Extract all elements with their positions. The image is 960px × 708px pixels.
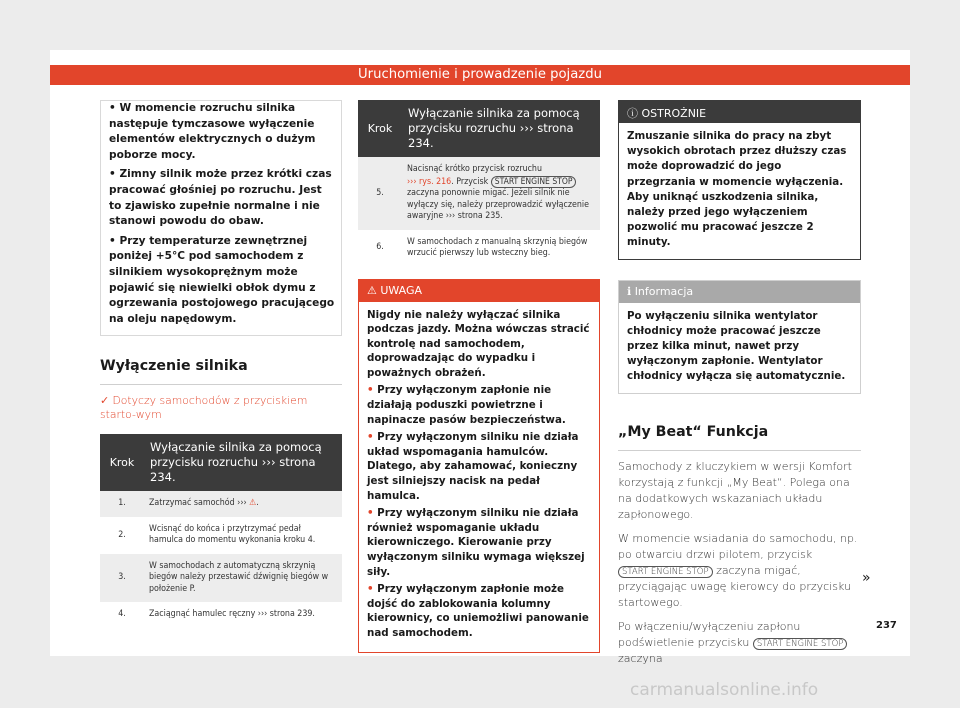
table-row: 4. Zaciągnąć hamulec ręczny ››› strona 239.: [118, 609, 315, 620]
info-box: ℹ Informacja Po wyłączeniu silnika wentylator chłodnicy może pracować jeszcze przez kilka minut, nawet przy wyłączonym zapłonie. Wentylator chłodnicy wyłącza się automatycznie.: [618, 280, 861, 394]
caution-box: ⓘ OSTROŻNIE Zmuszanie silnika do pracy na zbyt wysokich obrotach przez dłuższy czas może doprowadzić do jego przegrzania w momencie wyłączenia. Aby uniknąć uszkodzenia silnika, należy przed jego wyłączeniem pozwolić mu pracować jeszcze 2 minuty.: [618, 100, 861, 260]
table-row: 6. W samochodach z manualną skrzynią biegów wrzucić pierwszy lub wsteczny bieg.: [376, 236, 588, 258]
warning-icon: ⚠: [367, 283, 381, 297]
steps-table-continued: Krok Wyłączanie silnika za pomocą przycisku rozruchu ››› strona 234. 5. Nacisnąć krótko przycisk rozruchu ››› rys. 216. Przycisk START ENGINE STOP zaczyna ponownie migać. Jeżeli silnik nie wyłączy się, należy przeprowadzić wyłączenie awaryjne ››› strona 235. 6. W samochodach z manualną skrzynią biegów wrzucić pierwszy lub wsteczny bieg.: [358, 100, 600, 267]
warning-box: ⚠ UWAGA Nigdy nie należy wyłączać silnika podczas jazdy. Można wówczas stracić kontrolę nad samochodem, doprowadzając do wypadku i poważnych obrażeń. • Przy wyłączonym zapłonie nie działają poduszki powietrzne i napinacze pasów bezpieczeństwa. • Przy wyłączonym silniku nie działa układ wspomagania hamulców. Dlatego, aby zahamować, konieczny jest silniejszy nacisk na pedał hamulca. • Przy wyłączonym silniku nie działa również wspomaganie układu kierowniczego. Kierowanie przy wyłączonym silniku wymaga większej siły. • Przy wyłączonym zapłonie może dojść do zablokowania kolumny kierownicy, co uniemożliwi panowanie nad samochodem.: [358, 279, 600, 653]
page-header: Uruchomienie i prowadzenie pojazdu: [50, 65, 910, 85]
section-heading-mybeat: „My Beat“ Funkcja: [618, 424, 861, 451]
watermark: carmanualsonline.info: [630, 680, 819, 700]
paragraph: Samochody z kluczykiem w wersji Komfort korzystają z funkcji „My Beat“. Polega ona na dodatkowych wskazaniach układu zapłonowego.: [618, 459, 852, 521]
table-row: 2. Wcisnąć do końca i przytrzymać pedał hamulca do momentu wykonania kroku 4.: [118, 523, 316, 546]
start-engine-stop-key: START ENGINE STOP: [491, 176, 577, 188]
paragraph: W momencie wsiadania do samochodu, np. po otwarciu drzwi pilotem, przycisk START ENGINE STOP zaczyna migać, przyciągając uwagę kierowcy do przycisku startowego.: [618, 531, 858, 609]
column-1: [100, 100, 342, 628]
table-row: 1. Zatrzymać samochód ››› ⚠.: [100, 491, 342, 517]
bullet-box: [100, 100, 342, 336]
check-icon: ✓: [100, 394, 113, 408]
table-header-step: Krok: [100, 434, 144, 491]
applies-note: ✓ Dotyczy samochodów z przyciskiem starto-wym: [100, 394, 308, 422]
continue-icon: »: [862, 570, 871, 586]
caution-icon: ⓘ: [627, 107, 642, 120]
column-3: [618, 100, 861, 667]
steps-table: [100, 434, 342, 628]
table-row: 3. W samochodach z automatyczną skrzynią biegów należy przestawić dźwignię biegów w położenie P.: [100, 554, 342, 603]
column-2: [358, 100, 600, 653]
section-heading: Wyłączenie silnika: [100, 358, 342, 385]
paragraph: Po włączeniu/wyłączeniu zapłonu podświetlenie przycisku START ENGINE STOP zaczyna: [618, 619, 861, 667]
info-icon: ℹ: [627, 284, 635, 298]
table-header-title: Wyłączanie silnika za pomocą przycisku rozruchu ››› strona 234.: [144, 434, 342, 491]
bullet-item: • Zimny silnik może przez krótki czas pracować głośniej po rozruchu. Jest to zjawisko zupełnie normalne i nie stanowi powodu do obaw.: [109, 168, 332, 228]
table-row: 5. Nacisnąć krótko przycisk rozruchu ››› rys. 216. Przycisk START ENGINE STOP zaczyna ponownie migać. Jeżeli silnik nie wyłączy się, należy przeprowadzić wyłączenie awaryjne ››› strona 235.: [358, 157, 600, 230]
bullet-item: • Przy temperaturze zewnętrznej poniżej +5°C pod samochodem z silnikiem wysokoprężnym może pojawić się niewielki obłok dymu z ogrzewania postojowego pracującego na oleju napędowym.: [109, 234, 335, 325]
bullet-item: • W momencie rozruchu silnika następuje tymczasowe wyłączenie elementów elektrycznych o dużym poborze mocy.: [109, 102, 316, 161]
page-number: 237: [876, 620, 897, 631]
warning-icon: ⚠: [249, 498, 257, 509]
